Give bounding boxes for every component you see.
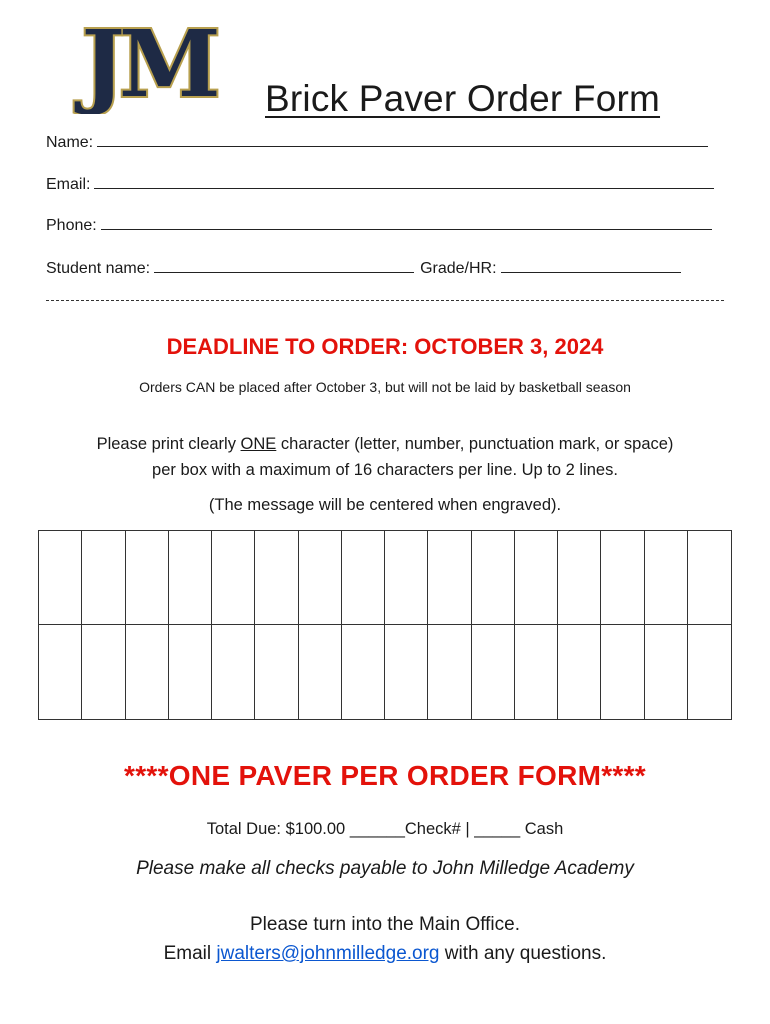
character-box[interactable] (428, 625, 471, 719)
student-name-field[interactable] (46, 258, 681, 278)
phone-blank[interactable] (101, 215, 712, 230)
name-blank[interactable] (97, 132, 708, 147)
late-order-note: Orders CAN be placed after October 3, but will not be laid by basketball season (139, 379, 631, 395)
centered-note: (The message will be centered when engraved). (208, 496, 562, 514)
grade-hr-blank[interactable] (501, 258, 681, 273)
instructions-line2: per box with a maximum of 16 characters per line. Up to 2 lines. (152, 461, 618, 479)
total-due: Total Due: $100.00 ______Check# | _____ Cash (206, 820, 564, 838)
character-box[interactable] (212, 625, 255, 719)
character-box[interactable] (212, 531, 255, 625)
email-label: Email: (46, 176, 91, 193)
character-box[interactable] (342, 625, 385, 719)
character-box[interactable] (169, 531, 212, 625)
name-label: Name: (46, 134, 94, 151)
character-box[interactable] (601, 531, 644, 625)
character-box[interactable] (645, 625, 688, 719)
character-box[interactable] (385, 531, 428, 625)
name-field[interactable] (46, 132, 708, 152)
character-box[interactable] (169, 625, 212, 719)
character-box[interactable] (472, 625, 515, 719)
character-box[interactable] (601, 625, 644, 719)
student-name-label: Student name: (46, 260, 151, 277)
contact-prefix: Email (163, 943, 217, 964)
phone-label: Phone: (46, 217, 97, 234)
character-box[interactable] (126, 531, 169, 625)
grade-hr-label: Grade/HR: (420, 260, 497, 277)
character-box[interactable] (126, 625, 169, 719)
instructions-part1: Please print clearly (96, 435, 241, 453)
character-box[interactable] (39, 625, 82, 719)
payable-note: Please make all checks payable to John Milledge Academy (136, 858, 634, 879)
phone-field[interactable] (46, 215, 712, 235)
instructions (0, 431, 770, 483)
instructions-part2: character (letter, number, punctuation mark, or space) (276, 435, 674, 453)
contact-suffix: with any questions. (439, 943, 607, 964)
character-box[interactable] (558, 625, 601, 719)
one-paver-notice: ****ONE PAVER PER ORDER FORM**** (124, 760, 646, 791)
character-box[interactable] (428, 531, 471, 625)
character-box[interactable] (688, 531, 731, 625)
character-box[interactable] (255, 531, 298, 625)
contact-line (0, 943, 770, 965)
character-box[interactable] (299, 625, 342, 719)
instructions-emphasis: ONE (240, 435, 277, 453)
character-box[interactable] (515, 531, 558, 625)
logo-text: JM (81, 14, 215, 114)
character-box[interactable] (688, 625, 731, 719)
character-box[interactable] (342, 531, 385, 625)
character-box[interactable] (82, 531, 125, 625)
character-box[interactable] (645, 531, 688, 625)
email-blank[interactable] (94, 174, 714, 189)
character-box[interactable] (472, 531, 515, 625)
character-box[interactable] (255, 625, 298, 719)
page-title: Brick Paver Order Form (265, 78, 661, 119)
character-box[interactable] (558, 531, 601, 625)
deadline-heading: DEADLINE TO ORDER: OCTOBER 3, 2024 (166, 334, 604, 359)
character-box[interactable] (82, 625, 125, 719)
cut-line-divider (46, 300, 724, 301)
character-box[interactable] (39, 531, 82, 625)
email-field[interactable] (46, 174, 714, 194)
character-box[interactable] (299, 531, 342, 625)
character-grid (38, 530, 732, 720)
student-name-blank[interactable] (154, 258, 414, 273)
contact-email-link[interactable]: jwalters@johnmilledge.org (216, 943, 440, 964)
school-logo (60, 14, 236, 114)
turn-in-note: Please turn into the Main Office. (249, 914, 521, 935)
character-box[interactable] (385, 625, 428, 719)
character-box[interactable] (515, 625, 558, 719)
